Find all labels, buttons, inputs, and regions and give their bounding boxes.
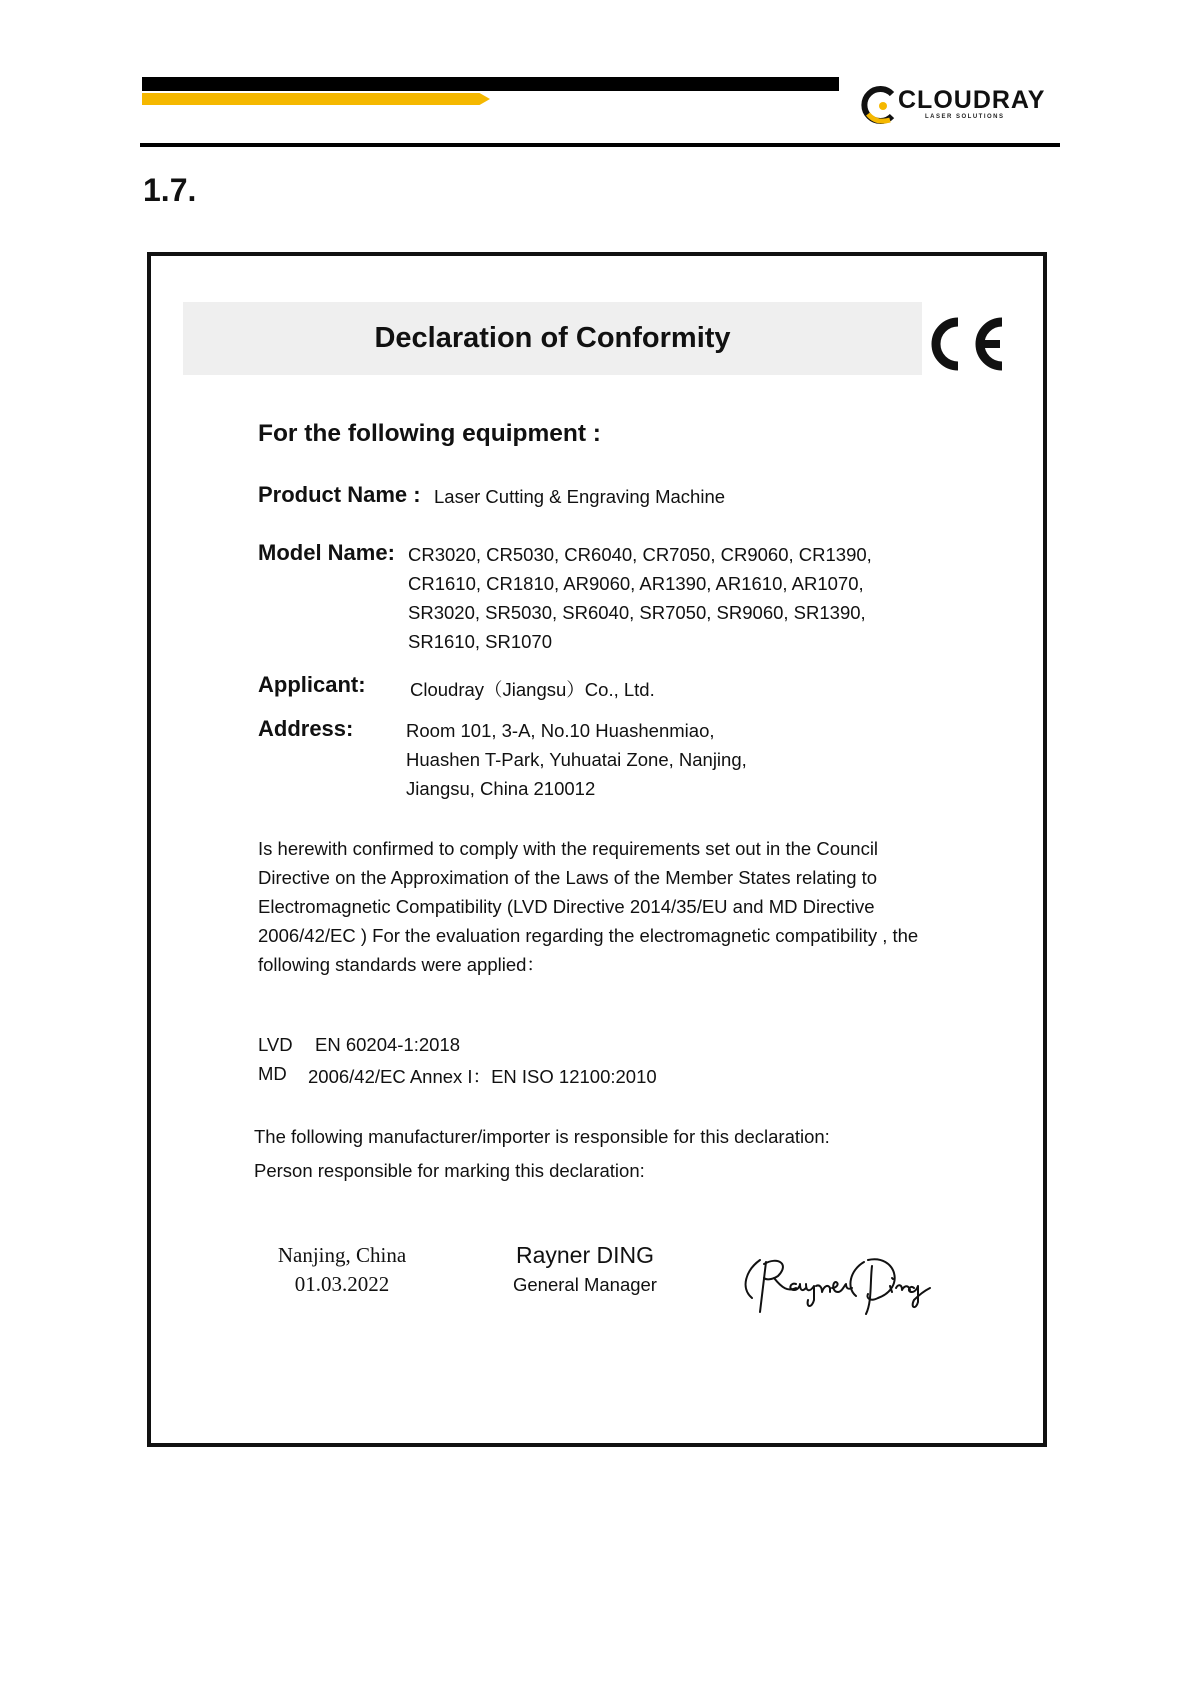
compliance-line: Is herewith confirmed to comply with the requirements set out in the Council xyxy=(258,838,879,859)
applicant-value: Cloudray（Jiangsu）Co., Ltd. xyxy=(410,679,655,700)
model-line: CR1610, CR1810, AR9060, AR1390, AR1610, AR1070, xyxy=(408,573,864,594)
signer-name: Rayner DING xyxy=(515,1242,655,1268)
address-line: Jiangsu, China 210012 xyxy=(406,778,596,799)
compliance-line: Electromagnetic Compatibility (LVD Directive 2014/35/EU and MD Directive xyxy=(258,896,875,917)
header-rule xyxy=(140,143,1060,147)
date: 01.03.2022 xyxy=(294,1272,390,1296)
responsible-line: The following manufacturer/importer is responsible for this declaration: xyxy=(254,1126,830,1147)
address-line: Huashen T-Park, Yuhuatai Zone, Nanjing, xyxy=(406,749,747,770)
model-label: Model Name: xyxy=(258,540,395,565)
product-label: Product Name : xyxy=(258,482,421,507)
standard-code-lvd: LVD xyxy=(258,1034,293,1055)
equipment-heading: For the following equipment : xyxy=(258,420,601,447)
logo-tagline: LASER SOLUTIONS xyxy=(925,114,1005,120)
certificate-title: Declaration of Conformity xyxy=(374,322,731,354)
header-black-bar xyxy=(142,77,839,91)
applicant-label: Applicant: xyxy=(258,672,366,697)
standard-md: 2006/42/EC Annex I：EN ISO 12100:2010 xyxy=(308,1066,657,1087)
section-number: 1.7. xyxy=(143,172,197,208)
model-line: CR3020, CR5030, CR6040, CR7050, CR9060, CR1390, xyxy=(408,544,872,565)
signer-title: General Manager xyxy=(513,1274,657,1295)
ce-mark-icon xyxy=(924,316,1006,372)
model-line: SR3020, SR5030, SR6040, SR7050, SR9060, SR1390, xyxy=(408,602,866,623)
address-label: Address: xyxy=(258,716,354,741)
handwritten-signature xyxy=(738,1248,933,1316)
logo-wordmark: CLOUDRAY xyxy=(898,86,1046,114)
product-value: Laser Cutting & Engraving Machine xyxy=(434,486,726,507)
address-block xyxy=(406,716,747,803)
compliance-statement xyxy=(258,834,918,979)
address-line: Room 101, 3-A, No.10 Huashenmiao, xyxy=(406,720,715,741)
compliance-line: Directive on the Approximation of the Laws of the Member States relating to xyxy=(258,867,878,888)
model-line: SR1610, SR1070 xyxy=(408,631,552,652)
header-yellow-bar xyxy=(142,93,490,105)
place: Nanjing, China xyxy=(277,1243,407,1267)
standard-code-md: MD xyxy=(258,1063,287,1084)
model-list xyxy=(408,540,872,656)
compliance-line: 2006/42/EC ) For the evaluation regarding the electromagnetic compatibility , the xyxy=(258,925,919,946)
responsible-line: Person responsible for marking this declaration: xyxy=(254,1160,645,1181)
standard-lvd: EN 60204-1:2018 xyxy=(315,1034,461,1055)
compliance-line: following standards were applied： xyxy=(258,954,545,975)
